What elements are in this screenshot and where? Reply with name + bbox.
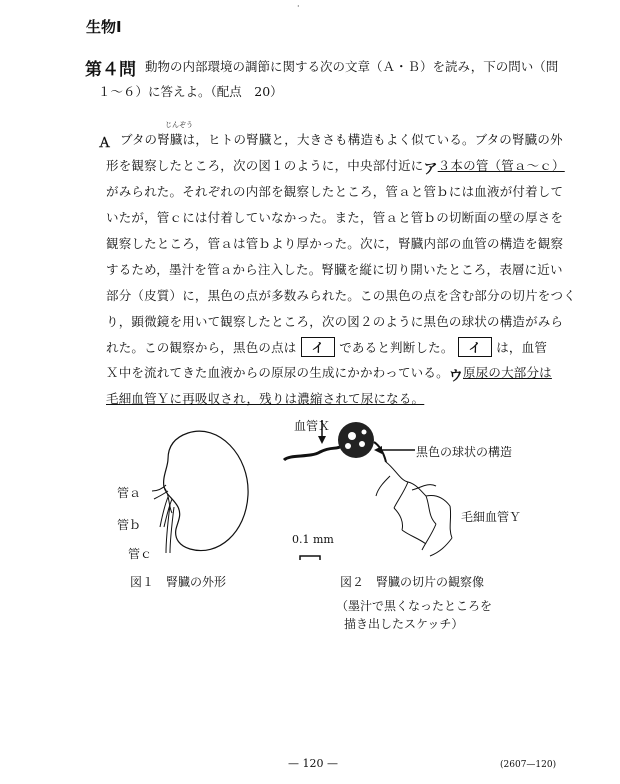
figure2-note-line1: （墨汁で黒くなったところを — [336, 599, 493, 613]
body-line-1: ブタの腎臓は，ヒトの腎臓と，大きさも構造もよく似ている。ブタの腎臓の外 — [120, 132, 563, 147]
label-tube-a: 管ａ — [117, 486, 142, 500]
figure1-caption: 図１ 腎臓の外形 — [130, 575, 227, 589]
underline-u: 原尿の大部分は — [462, 365, 552, 380]
label-vessel-x: 血管Ｘ — [294, 419, 331, 433]
body-line-3: がみられた。それぞれの内部を観察したところ，管ａと管ｂには血液が付着して — [106, 184, 564, 199]
section-label: Ａ — [98, 136, 112, 151]
answer-box-i-repeat: イ — [458, 337, 493, 357]
question-number: 第４問 — [85, 60, 136, 80]
body-line-10: Ｘ中を流れてきた血液からの原尿の生成にかかわっている。$_ウ$原尿の大部分は — [106, 365, 552, 385]
question-intro-line2: １～６）に答えよ。（配点 20） — [98, 84, 283, 99]
label-black-sphere: 黒色の球状の構造 — [416, 445, 513, 459]
figure1-kidney-drawing — [140, 425, 260, 565]
question-intro-line1: 動物の内部環境の調節に関する次の文章（Ａ・Ｂ）を読み，下の問い（問 — [145, 59, 559, 74]
label-capillary-y: 毛細血管Ｙ — [461, 510, 522, 524]
body-line-11: 毛細血管Ｙに再吸収され，残りは濃縮されて尿になる。 — [106, 391, 425, 406]
body-line-8: り，顕微鏡を用いて観察したところ，次の図２のように黒色の球状の構造がみら — [106, 314, 564, 329]
answer-box-i: イ — [301, 337, 336, 357]
scale-bar-label: 0.1 mm — [292, 533, 334, 546]
label-tube-b: 管ｂ — [117, 518, 142, 532]
subject-title: 生物Ⅰ — [86, 18, 122, 36]
body-line-4: いたが，管ｃには付着していなかった。また，管ａと管ｂの切断面の壁の厚さを — [106, 210, 564, 225]
page-number: — 120 — — [288, 757, 338, 770]
ruby-jinzou: じんぞう — [165, 121, 193, 129]
exam-code: (2607—120) — [500, 760, 557, 770]
figure2-note-line2: 描き出したスケッチ） — [344, 617, 464, 631]
body-line-9: れた。この観察から，黒色の点は イ であると判断した。 イ は，血管 — [106, 337, 547, 357]
label-tube-c: 管ｃ — [128, 547, 153, 561]
body-line-7: 部分（皮質）に，黒色の点が多数みられた。この黒色の点を含む部分の切片をつく — [106, 288, 576, 303]
body-line-5: 観察したところ，管ａは管ｂより厚かった。次に，腎臓内部の血管の構造を観察 — [106, 236, 564, 251]
mark-a: ア — [423, 161, 438, 178]
figure2-glomerulus-drawing — [280, 410, 480, 580]
figure2-caption: 図２ 腎臓の切片の観察像 — [340, 575, 485, 589]
body-line-2: 形を観察したところ，次の図１のように，中央部付近に$_ア$３本の管（管ａ～ｃ） — [106, 158, 565, 178]
body-line-6: するため，墨汁を管ａから注入した。腎臓を縦に切り開いたところ，表層に近い — [106, 262, 563, 277]
underline-a: ３本の管（管ａ～ｃ） — [437, 158, 565, 173]
dot-mark: · — [297, 2, 300, 11]
mark-u: ウ — [448, 368, 463, 385]
